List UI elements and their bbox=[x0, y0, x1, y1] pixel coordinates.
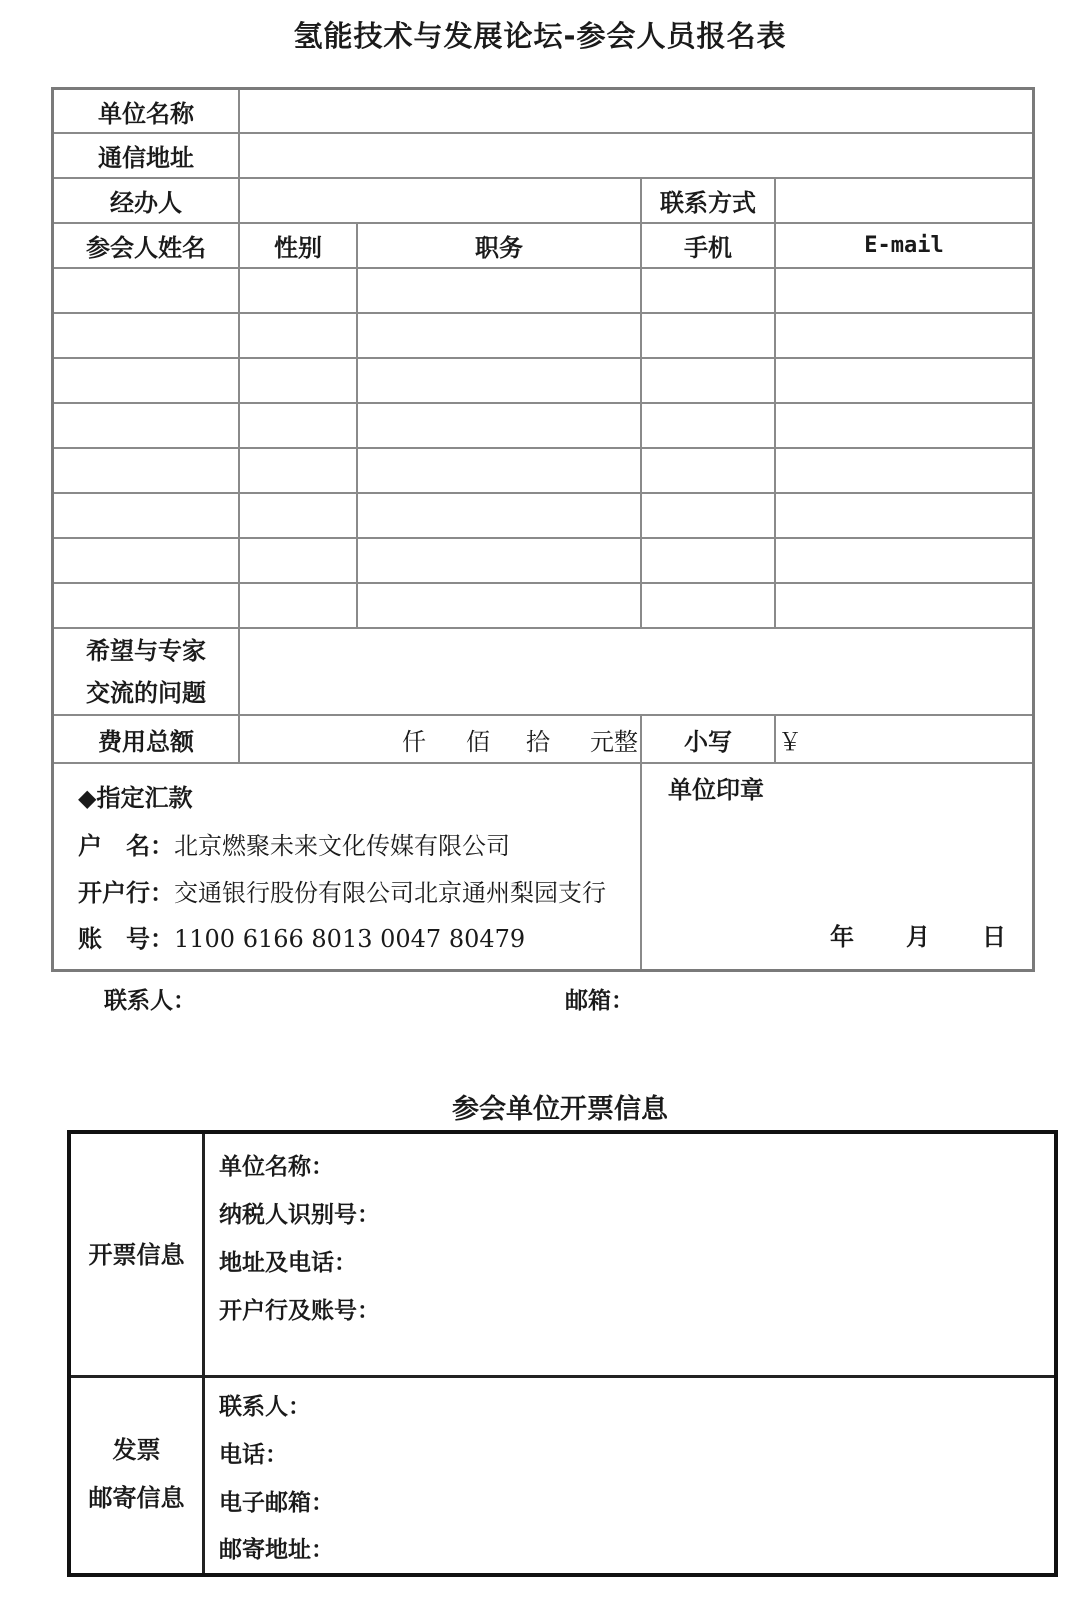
contact-label: 联系方式 bbox=[660, 188, 756, 217]
question-label-line1: 希望与专家 bbox=[86, 635, 206, 665]
mailing-field-contact[interactable]: 联系人： bbox=[219, 1393, 311, 1420]
account-no-label: 账 号： bbox=[78, 924, 174, 953]
fee-label: 费用总额 bbox=[98, 726, 194, 756]
mailing-label-line2: 邮寄信息 bbox=[88, 1483, 185, 1512]
seal-label: 单位印章 bbox=[668, 775, 764, 804]
account-name-line bbox=[78, 826, 510, 861]
bank-name: 交通银行股份有限公司北京通州梨园支行 bbox=[174, 879, 606, 907]
column-header-position: 职务 bbox=[475, 233, 523, 262]
column-header-gender: 性别 bbox=[274, 233, 322, 262]
fee-unit-hundred: 佰 bbox=[466, 727, 490, 756]
invoice-table bbox=[67, 1130, 1058, 1577]
invoice-field-bank-account[interactable]: 开户行及账号： bbox=[219, 1297, 380, 1324]
remit-title: ◆指定汇款 bbox=[78, 783, 193, 812]
fee-unit-yuan: 元整 bbox=[590, 727, 638, 756]
account-name: 北京燃聚未来文化传媒有限公司 bbox=[174, 832, 510, 860]
invoice-field-address-phone[interactable]: 地址及电话： bbox=[219, 1249, 357, 1276]
attendee-rows[interactable] bbox=[54, 269, 1032, 627]
currency-symbol: ￥ bbox=[778, 727, 802, 756]
bank-line bbox=[78, 873, 606, 908]
column-header-email: E-mail bbox=[864, 233, 944, 258]
form-title: 氢能技术与发展论坛-参会人员报名表 bbox=[293, 19, 787, 53]
handler-field[interactable] bbox=[240, 179, 640, 222]
org-name-field[interactable] bbox=[240, 90, 1032, 132]
lowercase-label: 小写 bbox=[684, 726, 732, 756]
column-header-mobile: 手机 bbox=[684, 233, 732, 262]
question-label bbox=[54, 629, 238, 714]
org-name-label: 单位名称 bbox=[98, 98, 194, 128]
invoice-section-label: 开票信息 bbox=[88, 1240, 185, 1269]
mailing-field-address[interactable]: 邮寄地址： bbox=[219, 1536, 334, 1563]
date-year: 年 bbox=[830, 922, 854, 951]
question-label-line2: 交流的问题 bbox=[86, 677, 206, 707]
contact-field[interactable] bbox=[776, 179, 1032, 222]
account-name-label: 户 名： bbox=[78, 831, 174, 860]
footer-contact-person: 联系人： bbox=[104, 987, 196, 1014]
handler-label: 经办人 bbox=[110, 188, 182, 217]
fee-unit-thousand: 仟 bbox=[402, 727, 426, 756]
invoice-title: 参会单位开票信息 bbox=[452, 1094, 668, 1125]
bank-label: 开户行： bbox=[78, 878, 174, 907]
date-month: 月 bbox=[906, 922, 930, 951]
mailing-section-label bbox=[71, 1426, 202, 1522]
invoice-field-tax-id[interactable]: 纳税人识别号： bbox=[219, 1201, 380, 1228]
mailing-label-line1: 发票 bbox=[112, 1435, 161, 1464]
footer-email: 邮箱： bbox=[565, 987, 634, 1014]
address-field[interactable] bbox=[240, 134, 1032, 177]
mailing-field-phone[interactable]: 电话： bbox=[219, 1441, 288, 1468]
address-label: 通信地址 bbox=[98, 143, 194, 172]
date-day: 日 bbox=[982, 922, 1006, 951]
column-header-name: 参会人姓名 bbox=[86, 233, 206, 262]
mailing-field-email[interactable]: 电子邮箱： bbox=[219, 1489, 334, 1516]
question-field[interactable] bbox=[240, 629, 1032, 714]
fee-unit-ten: 拾 bbox=[526, 727, 550, 756]
registration-table bbox=[51, 87, 1035, 972]
account-no: 1100 6166 8013 0047 80479 bbox=[174, 925, 526, 953]
account-no-line bbox=[78, 919, 525, 954]
invoice-field-org-name[interactable]: 单位名称： bbox=[219, 1153, 334, 1180]
